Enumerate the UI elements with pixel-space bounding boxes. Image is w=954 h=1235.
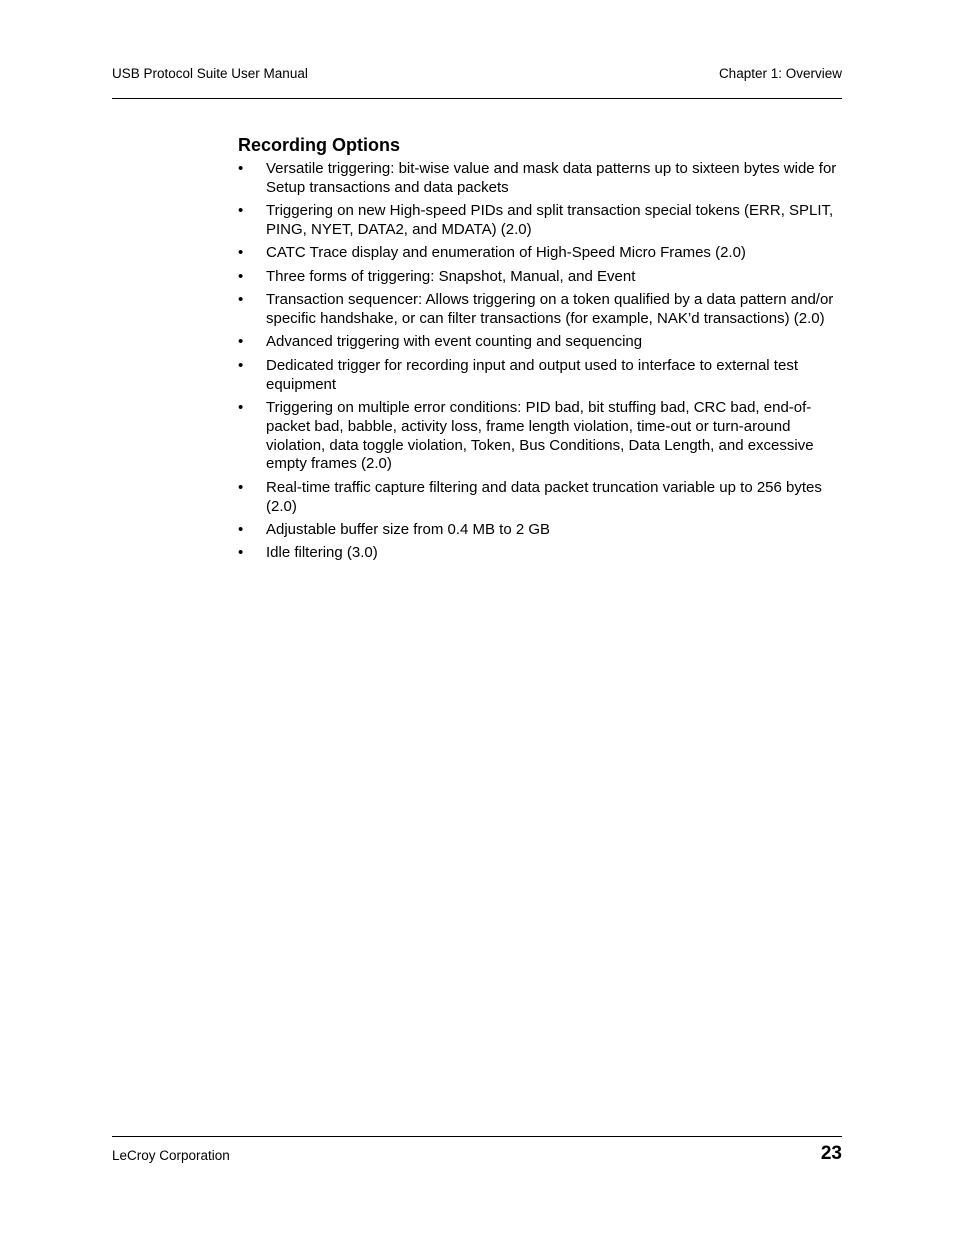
list-item [238,521,844,540]
list-item-text: CATC Trace display and enumeration of High-Speed Micro Frames (2.0) [266,244,746,262]
bullet-icon: • [238,544,244,562]
bullet-icon: • [238,333,244,351]
page-number: 23 [820,1143,842,1164]
list-item [238,544,844,563]
list-item-text: Triggering on new High-speed PIDs and split transaction special tokens (ERR, SPLIT, PING, NYET, DATA2, and MDATA) (2.0) [266,202,834,238]
bullet-icon: • [238,398,244,416]
list-item [238,333,844,352]
list-item [238,202,844,240]
bullet-icon: • [238,244,244,262]
list-item [238,399,844,474]
running-header [112,66,842,84]
list-item [238,357,844,395]
bullet-icon: • [238,160,244,177]
list-item-text: Transaction sequencer: Allows triggering on a token qualified by a data pattern and/or specific handshake, or can filter transactions (for example, NAK’d transactions) (2.0) [266,291,834,327]
list-item-text: Idle filtering (3.0) [266,544,378,562]
list-item-text: Versatile triggering: bit-wise value and mask data patterns up to sixteen bytes wide for Setup transactions and data packets [266,160,837,196]
chapter-title: Chapter 1: Overview [718,66,842,81]
bullet-icon: • [238,478,244,496]
list-item [238,160,844,198]
bullet-icon: • [238,356,244,374]
list-item [238,244,844,263]
list-item-text: Triggering on multiple error conditions: PID bad, bit stuffing bad, CRC bad, end-of-packet bad, babble, activity loss, frame length violation, time-out or turn-around violation, data toggle violation, Token, Bus Conditions, Data Length, and excessive empty frames (2.0) [266,398,814,473]
footer-company: LeCroy Corporation [112,1148,230,1163]
bullet-icon: • [238,520,244,538]
main-content [238,134,844,568]
bullet-icon: • [238,291,244,309]
list-item [238,268,844,287]
bullet-icon: • [238,202,244,220]
list-item-text: Dedicated trigger for recording input and output used to interface to external test equipment [266,356,798,393]
list-item [238,291,844,329]
list-item-text: Advanced triggering with event counting and sequencing [266,333,643,351]
list-item [238,479,844,517]
list-item-text: Adjustable buffer size from 0.4 MB to 2 GB [266,520,551,538]
footer-rule [112,1136,842,1137]
list-item-text: Real-time traffic capture filtering and data packet truncation variable up to 256 bytes (2.0) [266,478,822,515]
recording-options-list [238,160,844,563]
manual-title: USB Protocol Suite User Manual [112,66,308,81]
list-item-text: Three forms of triggering: Snapshot, Manual, and Event [266,267,636,285]
bullet-icon: • [238,267,244,285]
section-heading: Recording Options [238,135,400,155]
header-rule [112,98,842,99]
